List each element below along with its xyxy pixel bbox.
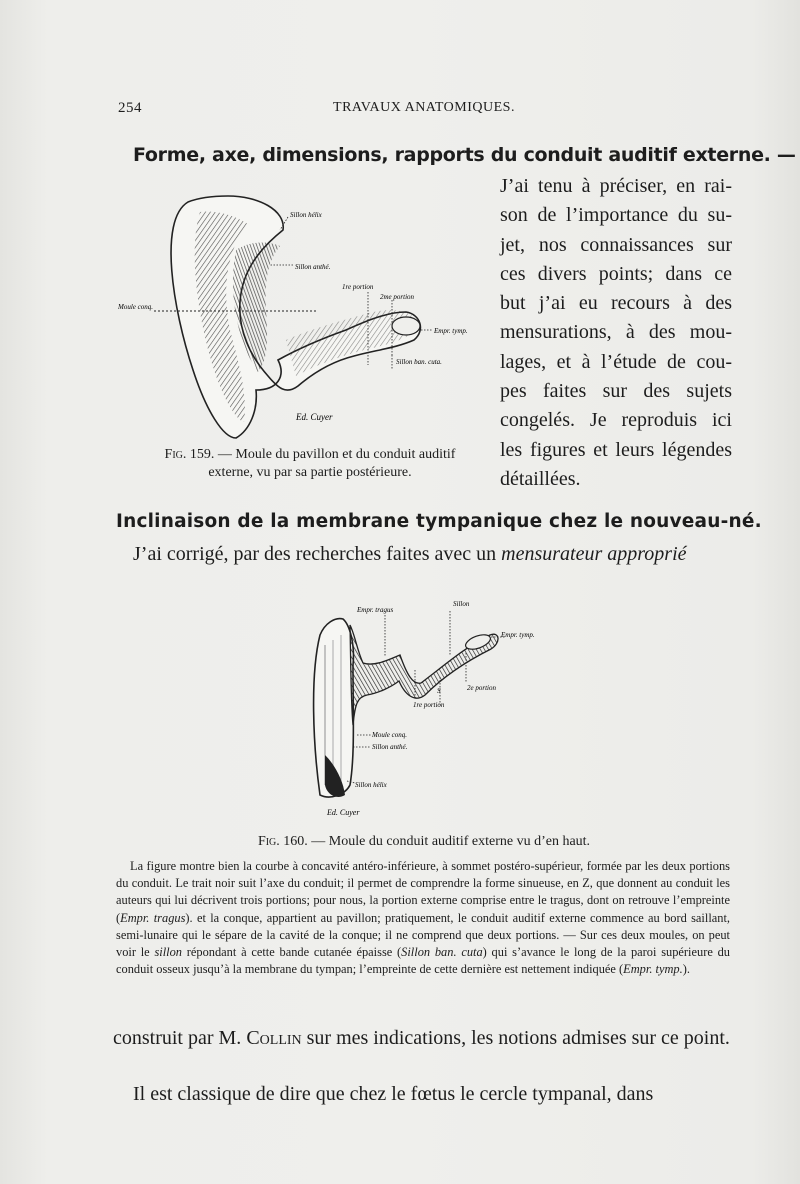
fig159-label-empr-tymp: Empr. tymp. xyxy=(434,327,468,335)
fig160-label-sillon-helix: Sillon hélix xyxy=(355,781,387,789)
section1-line: mensurations, à des mou- xyxy=(500,321,732,344)
section1-line: détaillées. xyxy=(500,467,581,490)
fig159-caption-line1: — Moule du pavillon et du conduit auditif xyxy=(214,447,456,462)
running-head xyxy=(118,100,730,122)
fig160-label-moule-conq: Moule conq. xyxy=(372,731,407,739)
fig159-label-sillon-ban-cuta: Sillon ban. cuta. xyxy=(396,358,442,366)
fig160-caption-text: — Moule du conduit auditif externe vu d’en haut. xyxy=(307,834,591,849)
section1-line: jet, nos connaissances sur xyxy=(500,233,732,256)
fig159-signature: Ed. Cuyer xyxy=(296,412,333,422)
fig159-label-portion1: 1re portion xyxy=(342,283,374,291)
fig159-caption-line2: externe, vu par sa partie postérieure. xyxy=(208,465,412,480)
author-name: Collin xyxy=(246,1027,302,1049)
section2-line-start: J’ai corrigé, par des recherches faites avec un xyxy=(133,543,502,565)
legend-text: La figure montre bien la courbe à concavité antéro-inférieure, à sommet postéro-supérieur, formée par les deux portions du conduit. Le trait noir suit l’axe du conduit; il permet de comprendre la forme sinueuse, en Z, que donnent au conduit les auteurs qui lui décrivent trois portions; pour nous, la portion externe comprise entre le tragus, dont on retrouve l’empreinte ( xyxy=(116,859,730,925)
section1-line: J’ai tenu à préciser, en rai- xyxy=(500,175,732,197)
fig159-label-moule-conq: Moule conq. xyxy=(118,303,153,311)
legend-italic: Empr. tymp. xyxy=(623,962,683,977)
fig160-label-empr-tragus: Empr. tragus xyxy=(357,606,394,614)
body-paragraph-1 xyxy=(113,1024,731,1053)
auricle-drawing xyxy=(154,196,433,438)
section1-line: les figures et leurs légendes xyxy=(500,438,732,461)
fig160-label-empr-tymp: Empr. tymp. xyxy=(501,631,535,639)
canal-mould-drawing xyxy=(314,611,505,797)
fig159-caption-number: Fig. 159. xyxy=(164,447,215,462)
section1-line: but j’ai eu recours à des xyxy=(500,292,732,315)
legend-text: ). xyxy=(682,962,690,977)
section1-line: ces divers points; dans ce xyxy=(500,262,732,285)
fig160-signature: Ed. Cuyer xyxy=(327,808,360,817)
fig159-label-sillon-helix: Sillon hélix xyxy=(290,211,322,219)
running-title: TRAVAUX ANATOMIQUES. xyxy=(333,100,515,115)
legend-text: ). et la conque, appartient au pavillon; pratiquement, le conduit auditif externe commence au bord saillant, semi-lunaire qui le sépare de la cavité de la conque; il ne comprend que deux portions. — Sur ces deux moules, on peut voir le xyxy=(116,910,730,960)
body-p1-end: sur mes indications, les notions admises sur ce point. xyxy=(301,1027,730,1049)
fig160-caption-number: Fig. 160. xyxy=(257,834,308,849)
figure-legend xyxy=(116,858,730,978)
figure-160-caption xyxy=(118,834,730,850)
legend-text: répondant à cette bande cutanée épaisse ( xyxy=(182,945,402,960)
section2-heading: Inclinaison de la membrane tympanique chez le nouveau-né. xyxy=(116,511,762,532)
legend-text: ) qui s’avance le long de la paroi supérieure du conduit osseux jusqu’à la membrane du tympan; l’empreinte de cette dernière est nettement indiquée ( xyxy=(116,945,730,977)
section1-text xyxy=(500,172,732,494)
section1-line: pes faites sur des sujets xyxy=(500,380,732,403)
body-p1-start: construit par M. xyxy=(113,1027,247,1049)
section2-line-italic: mensurateur approprié xyxy=(501,543,687,565)
legend-italic: Sillon ban. cuta xyxy=(401,945,483,960)
fig160-label-portion2: 2e portion xyxy=(467,684,496,692)
section1-line: congelés. Je reproduis ici xyxy=(500,409,732,432)
fig159-label-portion2: 2me portion xyxy=(380,293,415,301)
section1-line: lages, et à l’étude de cou- xyxy=(500,350,732,373)
figure-159-caption xyxy=(140,446,480,482)
legend-italic: sillon xyxy=(154,945,182,960)
section1-heading: Forme, axe, dimensions, rapports du conduit auditif externe. — xyxy=(133,144,796,166)
fig159-label-sillon-anthe: Sillon anthé. xyxy=(295,263,331,271)
section2-line xyxy=(133,543,731,566)
figure-160-illustration xyxy=(295,595,565,827)
legend-italic: Empr. tragus xyxy=(120,910,186,925)
section1-line: son de l’importance du su- xyxy=(500,204,732,227)
fig160-label-s: S xyxy=(437,687,441,695)
body-paragraph-2: Il est classique de dire que chez le fœtus le cercle tympanal, dans xyxy=(133,1083,654,1105)
fig160-label-sillon: Sillon xyxy=(453,600,470,608)
fig160-label-portion1: 1re portion xyxy=(413,701,445,709)
fig160-label-sillon-anthe: Sillon anthé. xyxy=(372,743,408,751)
page-number: 254 xyxy=(118,100,142,116)
figure-159-illustration xyxy=(118,190,488,440)
